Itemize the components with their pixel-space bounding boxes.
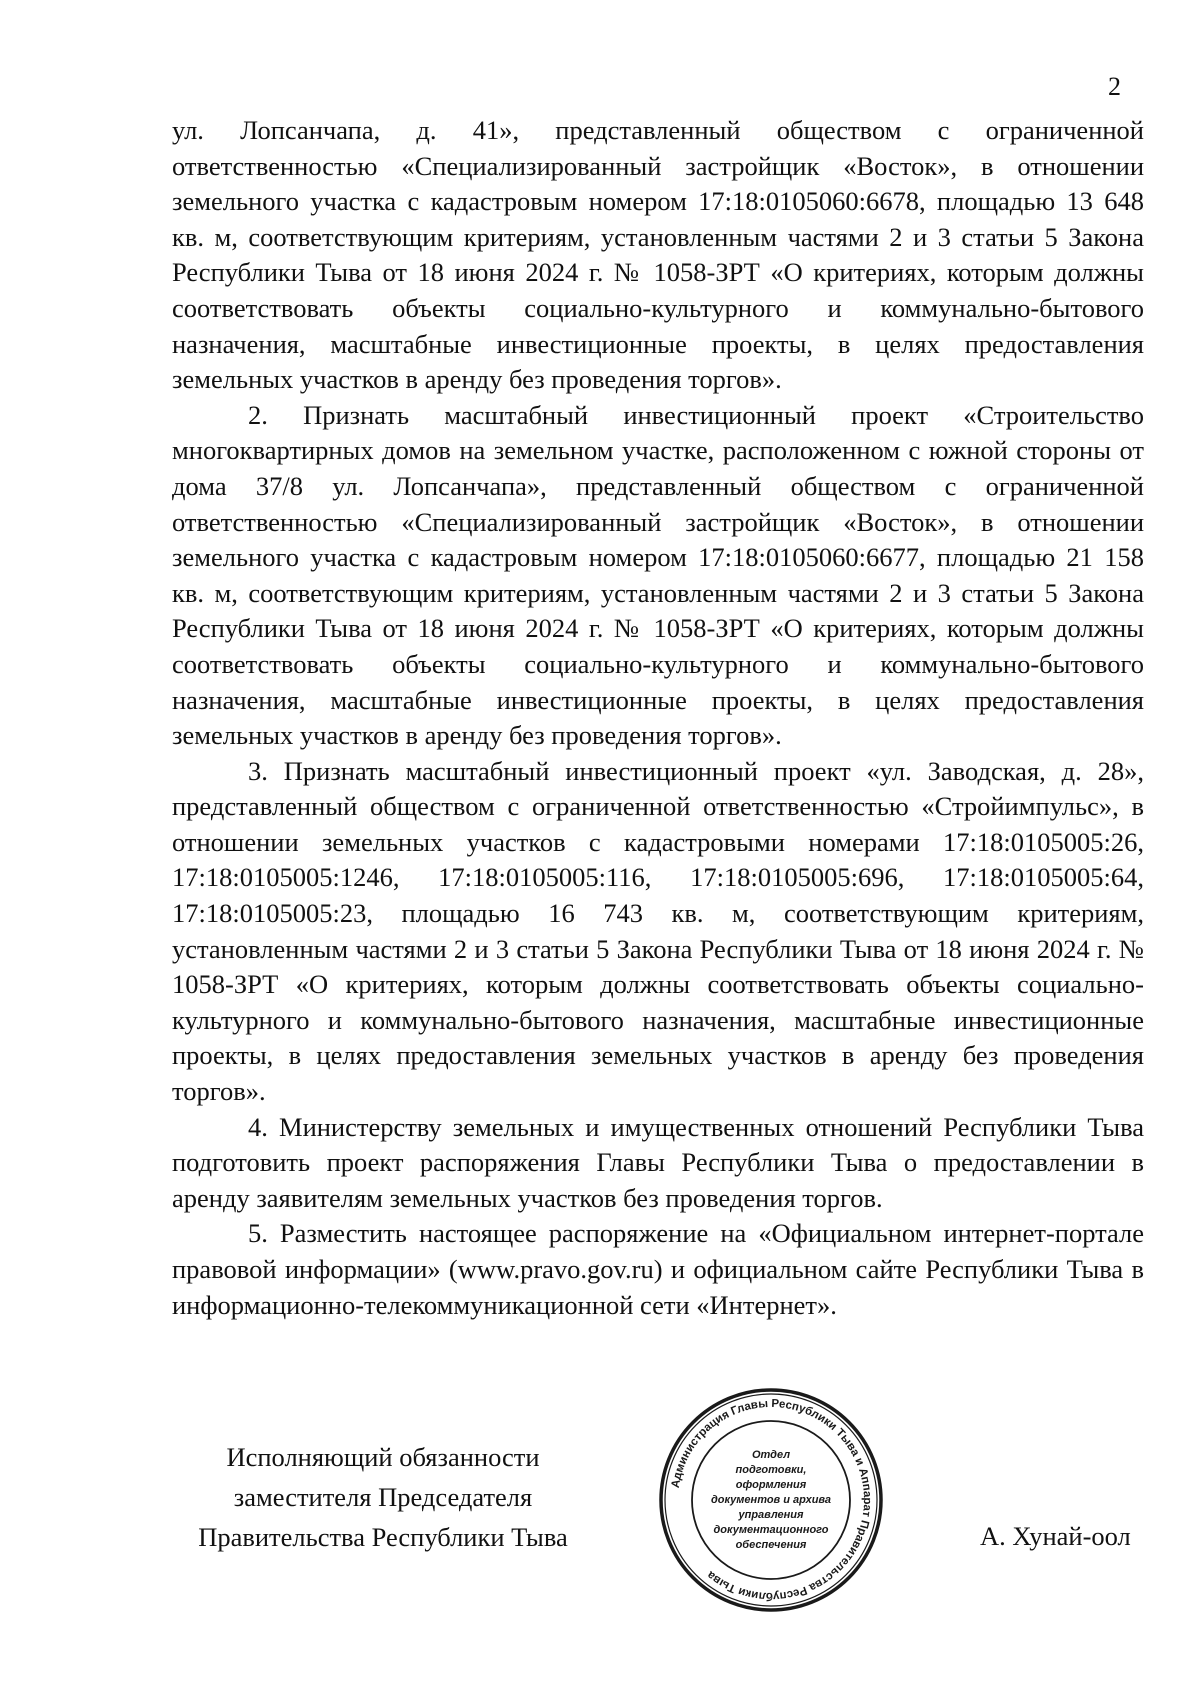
stamp-outer-text: Администрация Главы Республики Тыва и Аппарат Правительства Республики Тыва	[669, 1397, 874, 1603]
stamp-seal-graphic	[657, 1386, 885, 1614]
signatory-position	[168, 1437, 598, 1557]
stamp-inner-line-5: управления	[738, 1509, 804, 1521]
stamp-inner-line-3: оформления	[735, 1479, 807, 1491]
paragraph-3: 3. Признать масштабный инвестиционный проект «ул. Заводская, д. 28», представленный обществом с ограниченной ответственностью «Стройимпульс», в отношении земельных участков с кадастровыми номерами 17:18:0105005:26, 17:18:0105005:1246, 17:18:0105005:116, 17:18:0105005:696, 17:18:0105005:64, 17:18:0105005:23, площадью 16 743 кв. м, соответствующим критериям, установленным частями 2 и 3 статьи 5 Закона Республики Тыва от 18 июня 2024 г. № 1058-ЗРТ «О критериях, которым должны соответствовать объекты социально-культурного и коммунально-бытового назначения, масштабные инвестиционные проекты, в целях предоставления земельных участков в аренду без проведения торгов».	[172, 755, 1144, 1107]
signatory-position-line-3: Правительства Республики Тыва	[198, 1522, 568, 1552]
stamp-inner-text	[711, 1449, 831, 1551]
signatory-position-line-1: Исполняющий обязанности	[226, 1442, 540, 1472]
stamp-inner-line-6: документационного	[713, 1524, 829, 1536]
page-number: 2	[1108, 72, 1121, 101]
signatory-name: А. Хунай-оол	[980, 1521, 1131, 1551]
paragraph-1-continuation: ул. Лопсанчапа, д. 41», представленный обществом с ограниченной ответственностью «Специализированный застройщик «Восток», в отношении земельного участка с кадастровым номером 17:18:0105060:6678, площадью 13 648 кв. м, соответствующим критериям, установленным частями 2 и 3 статьи 5 Закона Республики Тыва от 18 июня 2024 г. № 1058-ЗРТ «О критериях, которым должны соответствовать объекты социально-культурного и коммунально-бытового назначения, масштабные инвестиционные проекты, в целях предоставления земельных участков в аренду без проведения торгов».	[172, 115, 1144, 395]
paragraph-4: 4. Министерству земельных и имущественных отношений Республики Тыва подготовить проект распоряжения Главы Республики Тыва о предоставлении в аренду заявителям земельных участков без проведения торгов.	[172, 1111, 1144, 1213]
official-stamp	[657, 1386, 885, 1614]
stamp-inner-line-7: обеспечения	[735, 1539, 807, 1551]
paragraph-2: 2. Признать масштабный инвестиционный проект «Строительство многоквартирных домов на земельном участке, расположенном с южной стороны от дома 37/8 ул. Лопсанчапа», представленный обществом с ограниченной ответственностью «Специализированный застройщик «Восток», в отношении земельного участка с кадастровым номером 17:18:0105060:6677, площадью 21 158 кв. м, соответствующим критериям, установленным частями 2 и 3 статьи 5 Закона Республики Тыва от 18 июня 2024 г. № 1058-ЗРТ «О критериях, которым должны соответствовать объекты социально-культурного и коммунально-бытового назначения, масштабные инвестиционные проекты, в целях предоставления земельных участков в аренду без проведения торгов».	[172, 399, 1144, 751]
stamp-inner-line-4: документов и архива	[710, 1494, 832, 1506]
document-body	[172, 113, 1144, 1323]
signatory-position-line-2: заместителя Председателя	[233, 1482, 533, 1512]
stamp-inner-line-2: подготовки,	[735, 1464, 807, 1476]
stamp-inner-line-1: Отдел	[751, 1449, 791, 1461]
paragraph-5: 5. Разместить настоящее распоряжение на «Официальном интернет-портале правовой информации» (www.pravo.gov.ru) и официальном сайте Республики Тыва в информационно-телекоммуникационной сети «Интернет».	[172, 1218, 1144, 1320]
